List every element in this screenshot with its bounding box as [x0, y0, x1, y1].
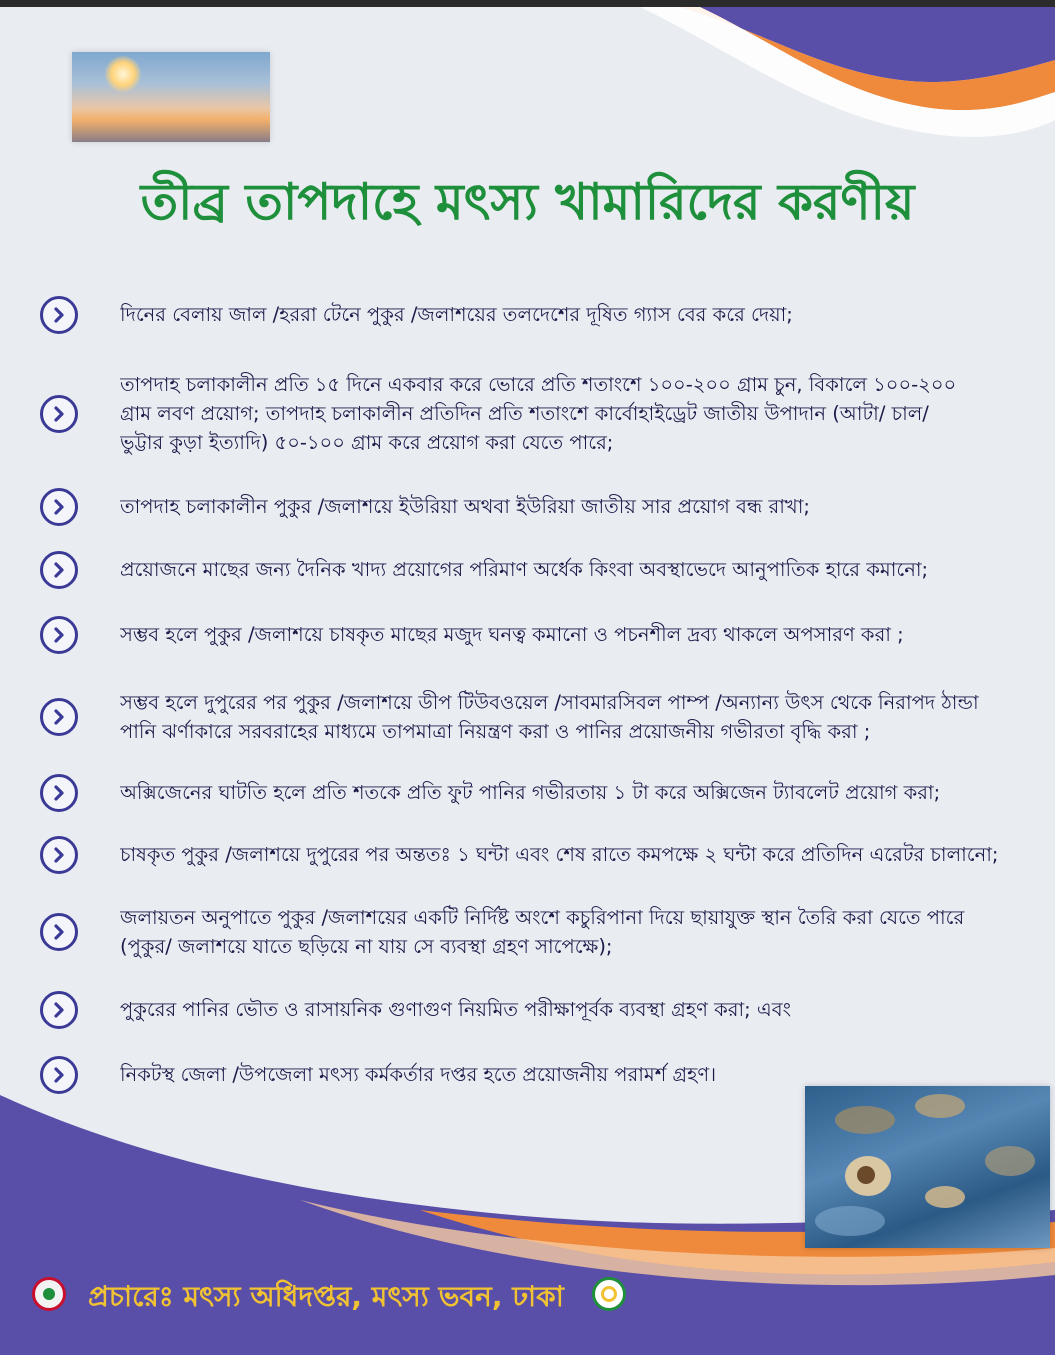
page-title: তীব্র তাপদাহে মৎস্য খামারিদের করণীয় — [140, 173, 915, 231]
list-item-line: দিনের বেলায় জাল /হররা টেনে পুকুর /জলাশয়ের তলদেশের দূষিত গ্যাস বের করে দেয়া; — [120, 303, 793, 326]
list-item — [0, 555, 1055, 584]
chevron-right-icon — [40, 551, 78, 589]
chevron-right-icon — [40, 774, 78, 812]
list-item-line: নিকটস্থ জেলা /উপজেলা মৎস্য কর্মকর্তার দপ্তর হতে প্রয়োজনীয় পরামর্শ গ্রহণ। — [120, 1063, 717, 1086]
list-item — [0, 370, 1055, 457]
government-seal-logo — [32, 1277, 66, 1311]
chevron-right-icon — [40, 1056, 78, 1094]
sunset-sky-image — [72, 52, 270, 142]
list-item-line: সম্ভব হলে পুকুর /জলাশয়ে চাষকৃত মাছের মজুদ ঘনত্ব কমানো ও পচনশীল দ্রব্য থাকলে অপসারণ করা ; — [120, 623, 904, 646]
list-item-text — [120, 370, 1055, 457]
list-item — [0, 1060, 1055, 1089]
list-item-line: পানি ঝর্ণাকারে সরবরাহের মাধ্যমে তাপমাত্রা নিয়ন্ত্রণ করা ও পানির প্রয়োজনীয় গভীরতা বৃদ্ধি করা ; — [120, 720, 871, 743]
list-item-text — [120, 1060, 1055, 1089]
list-item-line: চাষকৃত পুকুর /জলাশয়ে দুপুরের পর অন্ততঃ ১ ঘন্টা এবং শেষ রাতে কমপক্ষে ২ ঘন্টা করে প্রতিদিন এরেটর চালানো; — [120, 843, 999, 866]
list-item-text — [120, 300, 1055, 329]
list-item-text — [120, 903, 1055, 961]
list-item — [0, 778, 1055, 807]
list-item-line: অক্সিজেনের ঘাটতি হলে প্রতি শতকে প্রতি ফুট পানির গভীরতায় ১ টা করে অক্সিজেন ট্যাবলেট প্রয়োগ করা; — [120, 781, 941, 804]
list-item — [0, 903, 1055, 961]
fisheries-department-logo — [592, 1277, 626, 1311]
list-item-text — [120, 688, 1055, 746]
chevron-right-icon — [40, 296, 78, 334]
chevron-right-icon — [40, 616, 78, 654]
chevron-right-icon — [40, 395, 78, 433]
list-item — [0, 840, 1055, 869]
list-item-line: পুকুরের পানির ভৌত ও রাসায়নিক গুণাগুণ নিয়মিত পরীক্ষাপূর্বক ব্যবস্থা গ্রহণ করা; এবং — [120, 998, 791, 1021]
sun-glow — [105, 56, 141, 92]
list-item-line: প্রয়োজনে মাছের জন্য দৈনিক খাদ্য প্রয়োগের পরিমাণ অর্ধেক কিংবা অবস্থাভেদে আনুপাতিক হারে কমানো; — [120, 558, 929, 581]
list-item-text — [120, 492, 1055, 521]
list-item — [0, 300, 1055, 329]
list-item-line: তাপদাহ চলাকালীন পুকুর /জলাশয়ে ইউরিয়া অথবা ইউরিয়া জাতীয় সার প্রয়োগ বন্ধ রাখা; — [120, 495, 810, 518]
list-item-text — [120, 840, 1055, 869]
list-item-line: ভুট্টার কুড়া ইত্যাদি) ৫০-১০০ গ্রাম করে প্রয়োগ করা যেতে পারে; — [120, 431, 614, 454]
list-item — [0, 492, 1055, 521]
list-item-line: সম্ভব হলে দুপুরের পর পুকুর /জলাশয়ে ডীপ টিউবওয়েল /সাবমারসিবল পাম্প /অন্যান্য উৎস থেকে নিরাপদ ঠান্ডা — [120, 691, 979, 714]
list-item-line: গ্রাম লবণ প্রয়োগ; তাপদাহ চলাকালীন প্রতিদিন প্রতি শতাংশে কার্বোহাইড্রেট জাতীয় উপাদান (আটা/ চাল/ — [120, 402, 929, 425]
chevron-right-icon — [40, 698, 78, 736]
list-item-line: জলায়তন অনুপাতে পুকুর /জলাশয়ের একটি নির্দিষ্ট অংশে কচুরিপানা দিয়ে ছায়াযুক্ত স্থান তৈরি করা যেতে পারে — [120, 906, 965, 929]
fish-pond-image — [805, 1086, 1050, 1248]
list-item-line: তাপদাহ চলাকালীন প্রতি ১৫ দিনে একবার করে ভোরে প্রতি শতাংশে ১০০-২০০ গ্রাম চুন, বিকালে ১০০-২০০ — [120, 373, 957, 396]
list-item-text — [120, 620, 1055, 649]
list-item-line: (পুকুর/ জলাশয়ে যাতে ছড়িয়ে না যায় সে ব্যবস্থা গ্রহণ সাপেক্ষে); — [120, 935, 613, 958]
chevron-right-icon — [40, 913, 78, 951]
list-item — [0, 688, 1055, 746]
chevron-right-icon — [40, 991, 78, 1029]
list-item-text — [120, 555, 1055, 584]
list-item-text — [120, 778, 1055, 807]
list-item — [0, 620, 1055, 649]
footer-publisher: প্রচারেঃ মৎস্য অধিদপ্তর, মৎস্য ভবন, ঢাকা — [88, 1280, 564, 1313]
list-item-text — [120, 995, 1055, 1024]
chevron-right-icon — [40, 488, 78, 526]
chevron-right-icon — [40, 836, 78, 874]
list-item — [0, 995, 1055, 1024]
